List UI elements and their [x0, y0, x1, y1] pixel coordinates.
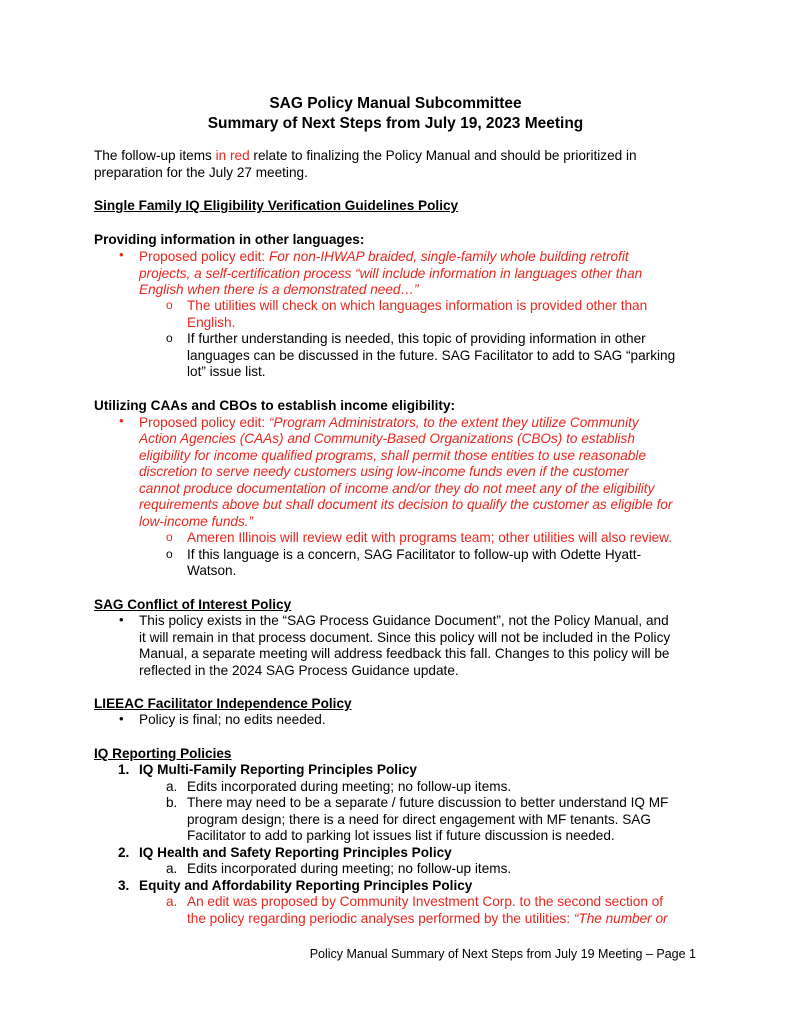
circle-marker: o	[166, 547, 173, 561]
bullet-marker: •	[119, 612, 124, 627]
proposed-edit-caas-line3: eligibility for income qualified programs, shall permit those entities to use reasonable	[139, 448, 647, 463]
section-heading-lieeac: LIEEAC Facilitator Independence Policy	[94, 696, 352, 711]
policy-iq-multifamily: IQ Multi-Family Reporting Principles Policy	[139, 762, 417, 777]
policy-equity-affordability: Equity and Affordability Reporting Principles Policy	[139, 878, 473, 893]
note-further-understanding-line3: lot” issue list.	[187, 364, 266, 379]
conflict-policy-line2: it will remain in that process document. Since this policy will not be included in the Policy	[139, 630, 671, 645]
conflict-policy-line4: reflected in the 2024 SAG Process Guidance update.	[139, 663, 459, 678]
bullet-marker: •	[119, 413, 124, 428]
bullet-marker: •	[119, 711, 124, 726]
section-heading-single-family: Single Family IQ Eligibility Verification Guidelines Policy	[94, 198, 459, 213]
doc-title-line2: Summary of Next Steps from July 19, 2023 Meeting	[207, 115, 584, 132]
intro-post: relate to finalizing the Policy Manual and should be prioritized in	[249, 148, 637, 163]
subheading-caas-cbos: Utilizing CAAs and CBOs to establish income eligibility:	[94, 398, 456, 413]
doc-title-line1: SAG Policy Manual Subcommittee	[269, 95, 522, 112]
circle-marker: o	[166, 298, 173, 312]
proposed-edit-languages-line3: English when there is a demonstrated need…”	[139, 282, 419, 297]
policy-iq-health-safety: IQ Health and Safety Reporting Principles Policy	[139, 845, 452, 860]
list-number-2: 2.	[118, 845, 130, 860]
proposed-edit-label: Proposed policy edit:	[139, 249, 269, 264]
proposed-edit-caas-line2: Action Agencies (CAAs) and Community-Based Organizations (CBOs) to establish	[139, 431, 635, 446]
note-language-concern-line1: If this language is a concern, SAG Facilitator to follow-up with Odette Hyatt-	[187, 547, 642, 562]
intro-red: in red	[215, 148, 250, 163]
page-footer: Policy Manual Summary of Next Steps from July 19 Meeting – Page 1	[309, 947, 696, 961]
note-utilities-check-line1: The utilities will check on which languages information is provided other than	[187, 298, 648, 313]
list-letter-b: b.	[166, 795, 178, 810]
subheading-languages: Providing information in other languages:	[94, 232, 365, 247]
conflict-policy-line3: Manual, a separate meeting will address feedback this fall. Changes to this policy will be	[139, 646, 670, 661]
mf-edits-incorporated: Edits incorporated during meeting; no follow-up items.	[187, 779, 512, 794]
proposed-edit-caas-line4: discretion to serve needy customers using low-income funds even if the customer	[139, 464, 629, 479]
intro-pre: The follow-up items	[94, 148, 216, 163]
mf-separate-discussion-line2: program design; there is a need for direct engagement with MF tenants. SAG	[187, 812, 651, 827]
intro-line2: preparation for the July 27 meeting.	[94, 165, 308, 180]
equity-edit-proposed-line1: An edit was proposed by Community Investment Corp. to the second section of	[187, 894, 664, 909]
note-language-concern-line2: Watson.	[187, 563, 237, 578]
equity-edit-proposed-line2	[187, 911, 668, 928]
list-number-3: 3.	[118, 878, 130, 893]
mf-separate-discussion-line3: Facilitator to add to parking lot issues list if future discussion is needed.	[187, 828, 615, 843]
bullet-marker: •	[119, 247, 124, 262]
hs-edits-incorporated: Edits incorporated during meeting; no follow-up items.	[187, 861, 512, 876]
mf-separate-discussion-line1: There may need to be a separate / future discussion to better understand IQ MF	[187, 795, 669, 810]
equity-edit-quote: “The number or	[573, 911, 668, 926]
circle-marker: o	[166, 331, 173, 345]
note-further-understanding-line2: languages can be discussed in the future. SAG Facilitator to add to SAG “parking	[187, 348, 676, 363]
conflict-policy-line1: This policy exists in the “SAG Process Guidance Document”, not the Policy Manual, and	[139, 613, 669, 628]
intro-line1	[94, 148, 637, 165]
note-utilities-check-line2: English.	[187, 315, 236, 330]
section-heading-iq-reporting: IQ Reporting Policies	[94, 746, 232, 761]
circle-marker: o	[166, 530, 173, 544]
note-ameren-review: Ameren Illinois will review edit with programs team; other utilities will also review.	[187, 530, 673, 545]
proposed-edit-caas-line1	[139, 415, 639, 432]
list-number-1: 1.	[118, 762, 130, 777]
equity-edit-text: the policy regarding periodic analyses performed by the utilities:	[187, 911, 574, 926]
proposed-edit-label: Proposed policy edit:	[139, 415, 269, 430]
proposed-edit-caas-line7: low-income funds.”	[139, 514, 254, 529]
list-letter-a: a.	[166, 894, 178, 909]
list-letter-a: a.	[166, 779, 178, 794]
proposed-edit-caas-line6: requirements above but shall document its decision to qualify the customer as eligible for	[139, 497, 673, 512]
proposed-edit-text: For non-IHWAP braided, single-family whole building retrofit	[268, 249, 629, 264]
proposed-edit-text: “Program Administrators, to the extent they utilize Community	[268, 415, 639, 430]
proposed-edit-caas-line5: cannot produce documentation of income and/or they do not meet any of the eligibility	[139, 481, 655, 496]
proposed-edit-languages-line1	[139, 249, 629, 266]
proposed-edit-languages-line2: projects, a self-certification process “will include information in languages other than	[139, 266, 643, 281]
list-letter-a: a.	[166, 861, 178, 876]
lieeac-policy-final: Policy is final; no edits needed.	[139, 712, 326, 727]
note-further-understanding-line1: If further understanding is needed, this topic of providing information in other	[187, 331, 646, 346]
section-heading-conflict-of-interest: SAG Conflict of Interest Policy	[94, 597, 292, 612]
